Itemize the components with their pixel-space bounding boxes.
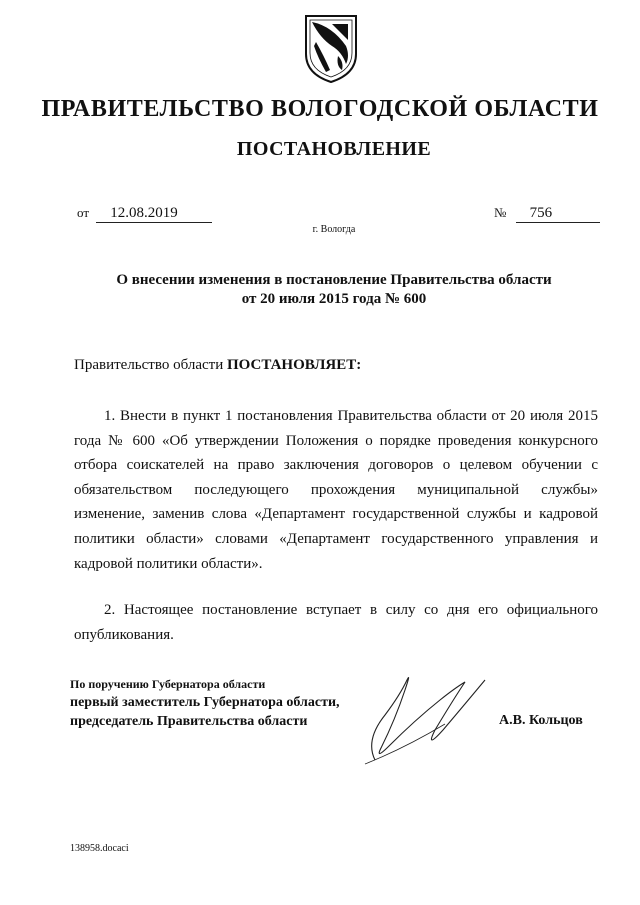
number-value: 756 [516, 205, 600, 223]
paragraph-2: 2. Настоящее постановление вступает в силу со дня его официального опубликования. [74, 602, 598, 643]
city: г. Вологда [312, 224, 356, 235]
resolves-line [74, 357, 361, 374]
date-value: 12.08.2019 [96, 205, 212, 223]
file-reference: 138958.docaci [70, 843, 129, 854]
signatory-name: А.В. Кольцов [499, 713, 583, 728]
resolves-keyword: ПОСТАНОВЛЯЕТ: [226, 357, 362, 373]
position-line-1: первый заместитель Губернатора области, [70, 695, 340, 710]
document-subject [60, 271, 608, 309]
document-type: ПОСТАНОВЛЕНИЕ [236, 138, 432, 160]
number-label: № [494, 205, 507, 220]
document-number [494, 205, 600, 223]
government-title: ПРАВИТЕЛЬСТВО ВОЛОГОДСКОЙ ОБЛАСТИ [41, 96, 599, 122]
on-behalf-line: По поручению Губернатора области [70, 677, 266, 691]
document-date [77, 205, 212, 223]
paragraph-1: 1. Внести в пункт 1 постановления Правительства области от 20 июля 2015 года № 600 «Об утверждении Положения о порядке проведения конкурсного отбора соискателей на право заключения договоров о целевом обучении с обязательством последующего прохождения муниципальной службы» изменение, заменив слова «Департамент государственной службы и кадровой политики области» словами «Департамент государственного управления и кадровой политики области». [74, 408, 598, 572]
resolves-prefix: Правительство области [74, 357, 227, 373]
position-line-2: председатель Правительства области [70, 714, 308, 729]
subject-line-2: от 20 июля 2015 года № 600 [241, 291, 427, 307]
subject-line-1: О внесении изменения в постановление Правительства области [116, 272, 552, 288]
signatory-block [70, 675, 340, 731]
date-label: от [77, 205, 90, 220]
handwritten-signature [345, 660, 505, 770]
coat-of-arms-emblem [302, 12, 360, 84]
